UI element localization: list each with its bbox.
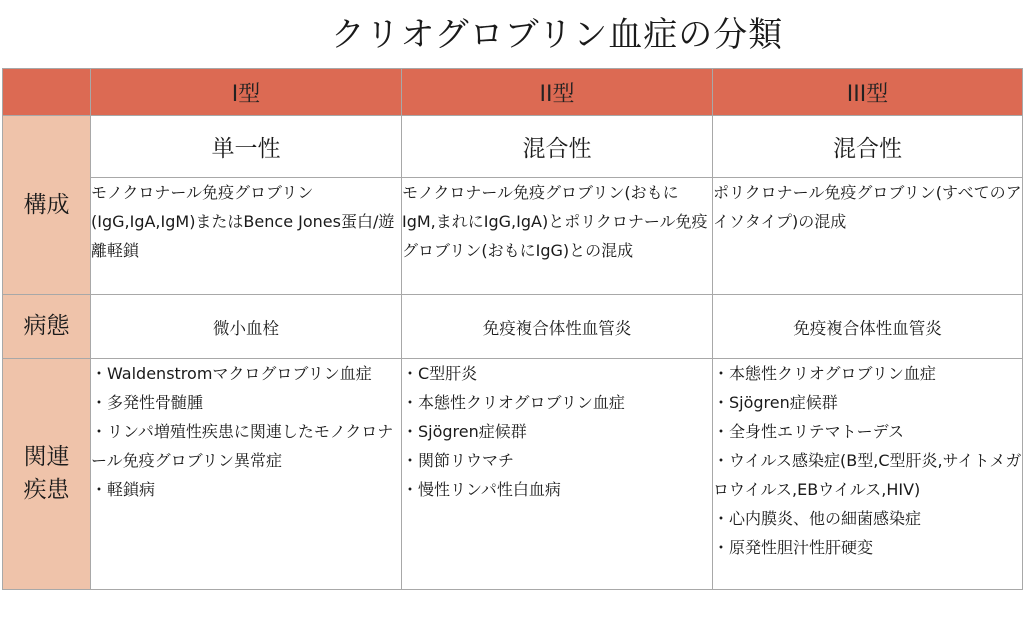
list-item: ・心内膜炎、他の細菌感染症 — [713, 509, 922, 528]
list-item: ・リンパ増殖性疾患に関連したモノクロナール免疫グロブリン異常症 — [91, 422, 394, 470]
composition-detail-type-1: モノクロナール免疫グロブリン(IgG,IgA,IgM)またはBence Jones蛋白/遊離軽鎖 — [91, 178, 402, 295]
list-item: ・関節リウマチ — [402, 451, 515, 470]
pathology-type-2: 免疫複合体性血管炎 — [402, 295, 713, 359]
list-item: ・軽鎖病 — [91, 480, 156, 499]
pathology-row — [3, 295, 1023, 359]
composition-summary-row — [3, 116, 1023, 178]
list-item: ・本態性クリオグロブリン血症 — [402, 393, 625, 412]
classification-table — [2, 68, 1023, 590]
list-item: ・C型肝炎 — [402, 364, 478, 383]
header-type-3: III型 — [713, 69, 1023, 116]
composition-summary-type-3: 混合性 — [713, 116, 1023, 178]
row-label-related-diseases — [3, 359, 91, 590]
pathology-type-3: 免疫複合体性血管炎 — [713, 295, 1023, 359]
header-row — [3, 69, 1023, 116]
header-corner-cell — [3, 69, 91, 116]
list-item: ・原発性胆汁性肝硬変 — [713, 538, 874, 557]
related-diseases-type-1 — [91, 359, 402, 590]
list-item: ・Sjögren症候群 — [713, 393, 838, 412]
page-title: クリオグロブリン血症の分類 — [330, 15, 784, 55]
composition-detail-row — [3, 178, 1023, 295]
composition-summary-type-2: 混合性 — [402, 116, 713, 178]
composition-detail-type-2: モノクロナール免疫グロブリン(おもにIgM,まれにIgG,IgA)とポリクロナール免疫グロブリン(おもにIgG)との混成 — [402, 178, 713, 295]
header-type-1: I型 — [91, 69, 402, 116]
list-item: ・慢性リンパ性白血病 — [402, 480, 561, 499]
header-type-2: II型 — [402, 69, 713, 116]
list-item: ・全身性エリテマトーデス — [713, 422, 905, 441]
row-label-pathology: 病態 — [3, 295, 91, 359]
list-item: ・Sjögren症候群 — [402, 422, 527, 441]
list-item: ・本態性クリオグロブリン血症 — [713, 364, 936, 383]
composition-detail-type-3: ポリクロナール免疫グロブリン(すべてのアイソタイプ)の混成 — [713, 178, 1023, 295]
pathology-type-1: 微小血栓 — [91, 295, 402, 359]
related-diseases-type-2 — [402, 359, 713, 590]
list-item: ・ウイルス感染症(B型,C型肝炎,サイトメガロウイルス,EBウイルス,HIV) — [713, 451, 1022, 499]
row-label-composition: 構成 — [3, 116, 91, 295]
composition-summary-type-1: 単一性 — [91, 116, 402, 178]
related-diseases-row — [3, 359, 1023, 590]
list-item: ・Waldenstromマクログロブリン血症 — [91, 364, 372, 383]
related-diseases-type-3 — [713, 359, 1023, 590]
list-item: ・多発性骨髄腫 — [91, 393, 204, 412]
row-label-related-diseases-text: 関連疾患 — [23, 444, 70, 503]
